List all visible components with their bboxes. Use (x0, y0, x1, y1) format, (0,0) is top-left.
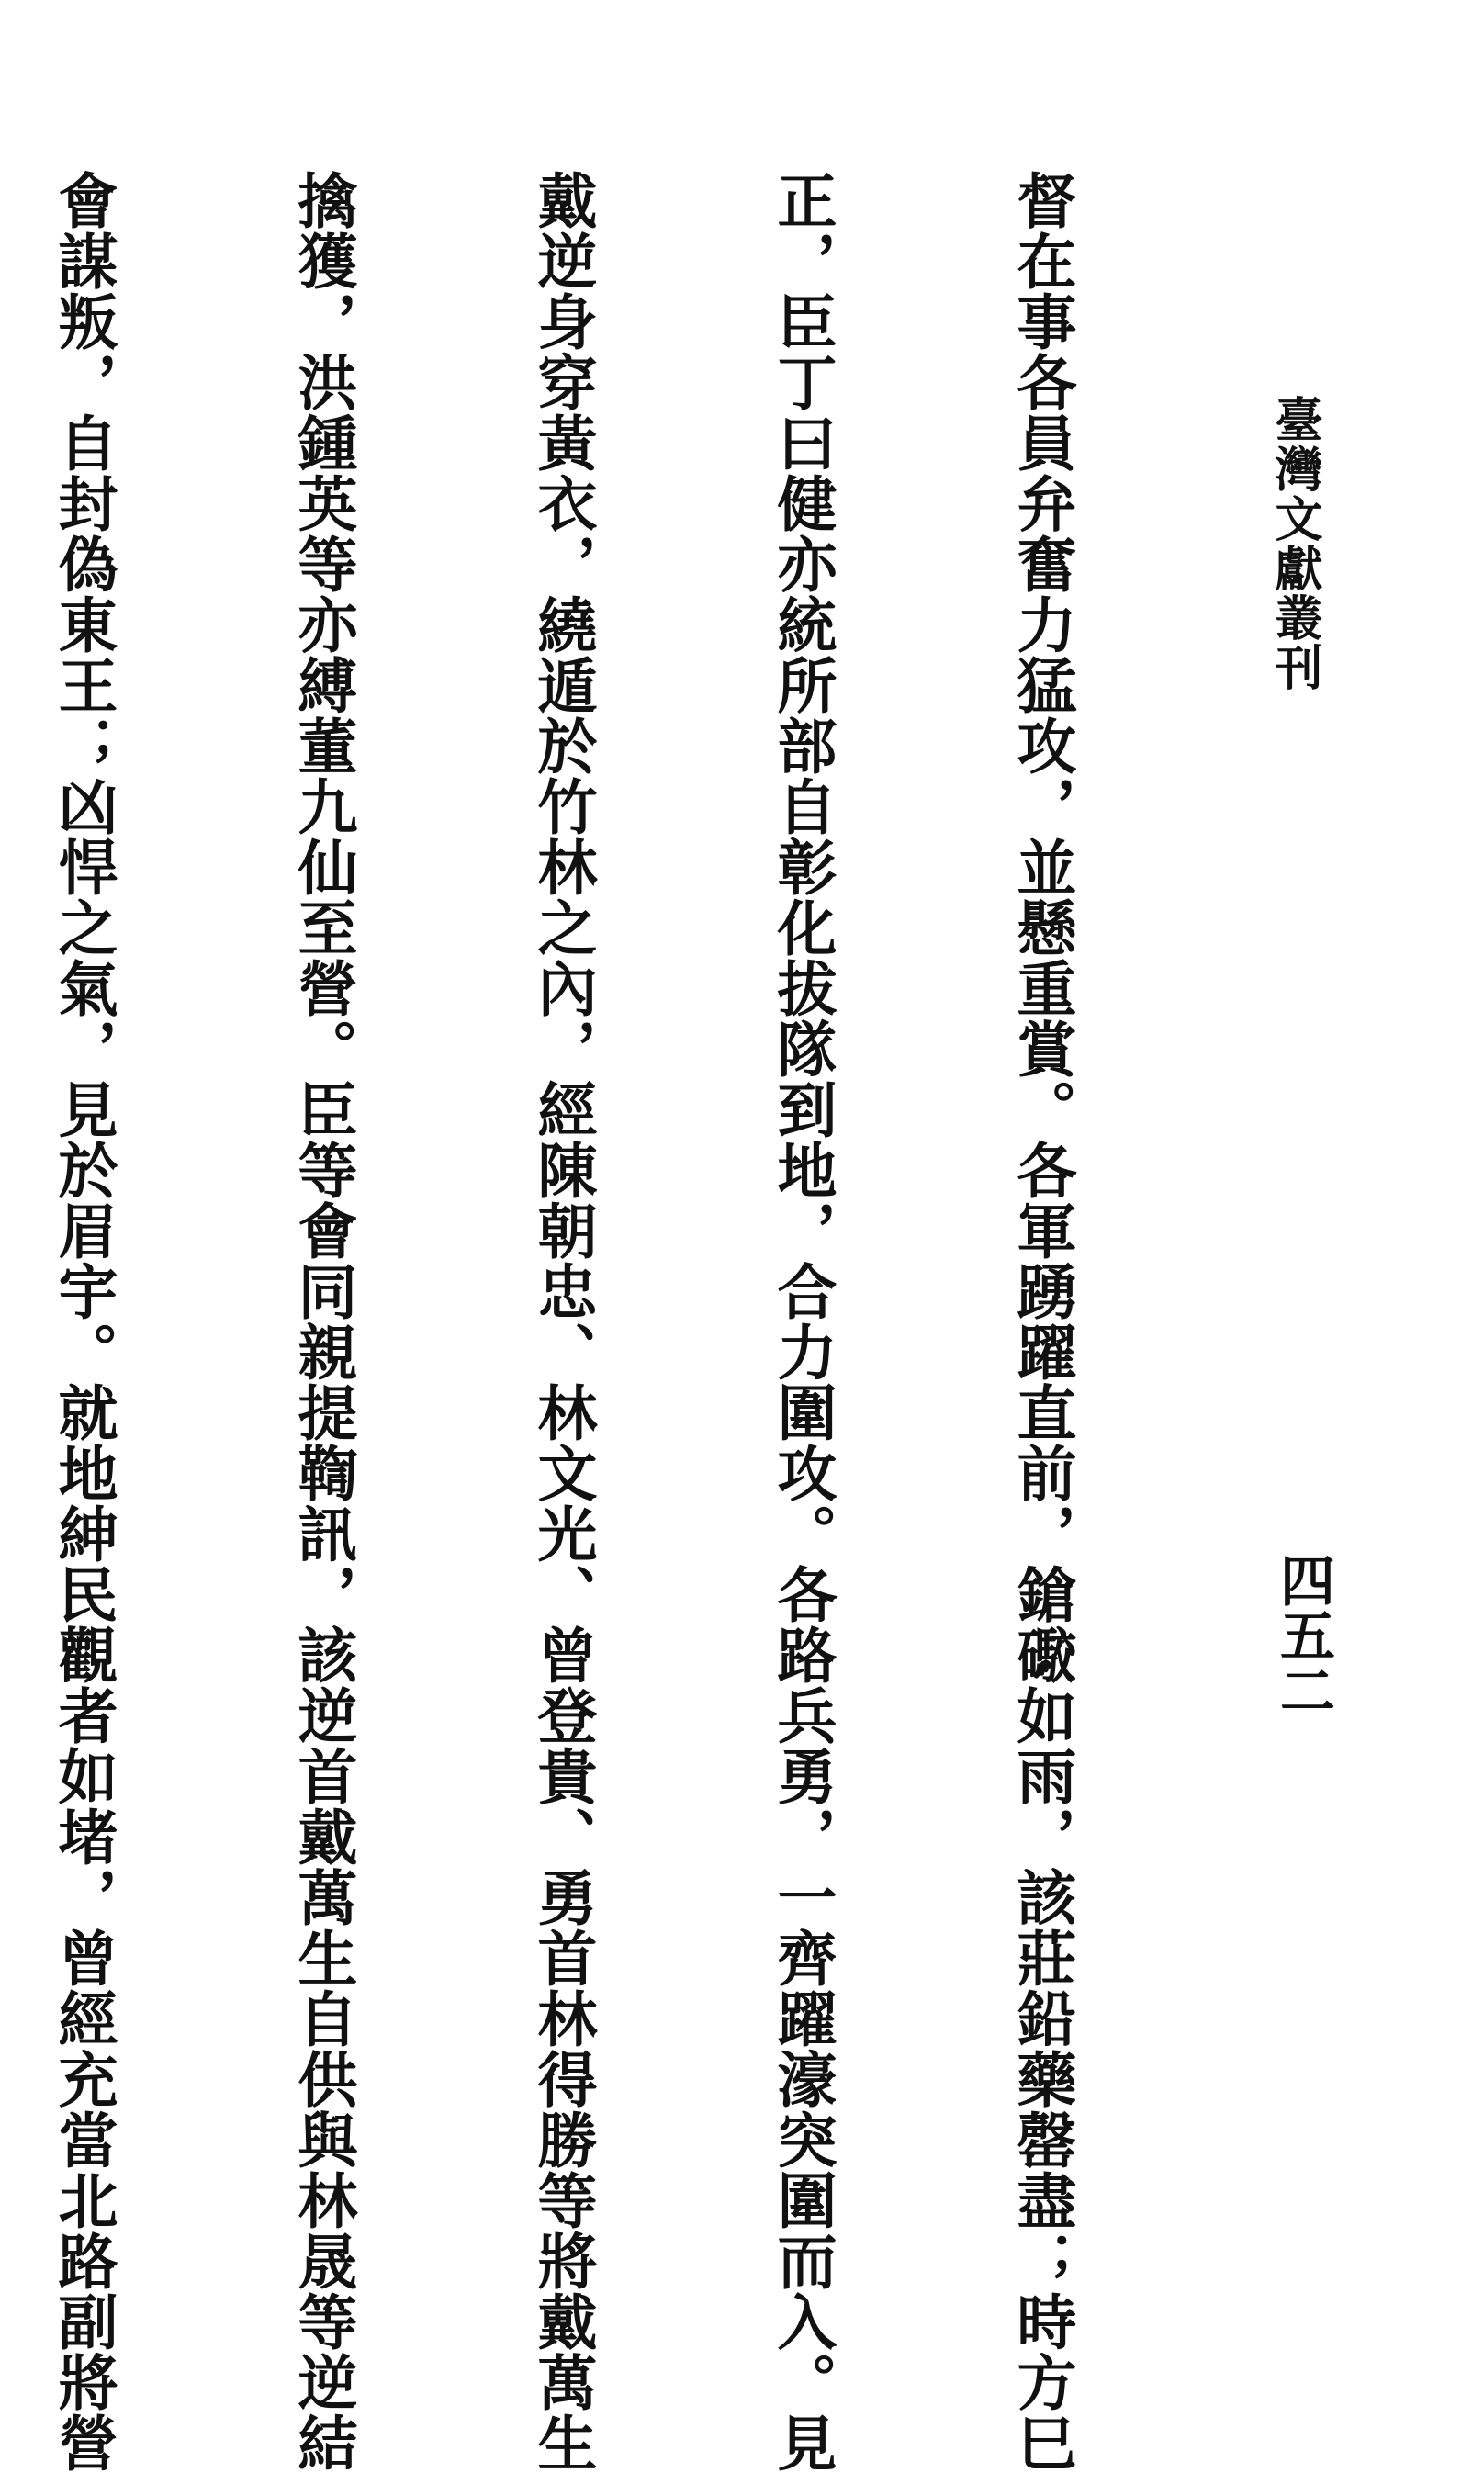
book-title-header: 臺灣文獻叢刊 (1266, 395, 1322, 692)
body-text (48, 170, 1241, 2473)
text-column-2: 正，臣丁曰健亦統所部自彰化拔隊到地，合力圍攻。各路兵勇，一齊躍濠突圍而入。見 (767, 170, 837, 2473)
text-column-4: 擒獲，洪鍾英等亦縛董九仙至營。臣等會同親提鞫訊，該逆首戴萬生自供與林晟等逆結 (287, 170, 357, 2473)
page-number: 四五二 (1271, 1552, 1335, 1717)
text-column-1: 督在事各員弁奮力猛攻，並懸重賞。各軍踴躍直前，鎗礮如雨，該莊鉛藥罄盡；時方巳 (1006, 170, 1076, 2473)
text-column-3: 戴逆身穿黃衣，繞遁於竹林之內，經陳朝忠、林文光、曾登貴、勇首林得勝等將戴萬生 (527, 170, 597, 2473)
text-column-5: 會謀叛，自封偽東王；凶悍之氣，見於眉宇。就地紳民觀者如堵，曾經充當北路副將營 (48, 170, 118, 2473)
